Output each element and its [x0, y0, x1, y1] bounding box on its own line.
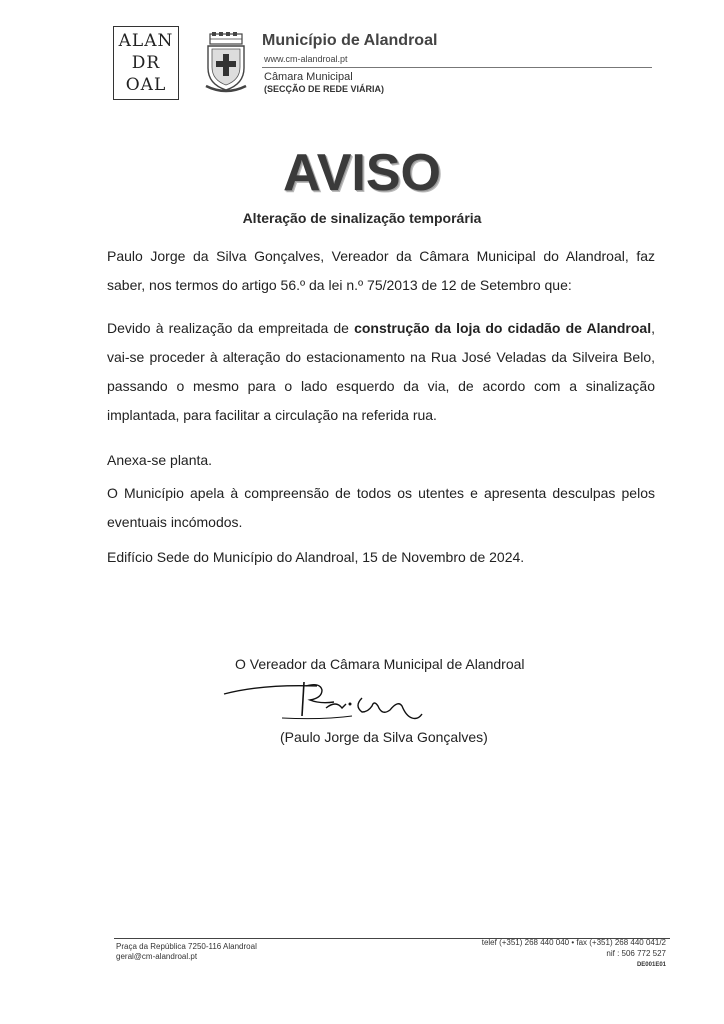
attachment-note: Anexa-se planta.: [107, 452, 213, 468]
main-paragraph: [107, 314, 655, 430]
main-paragraph-start: Devido à realização da empreitada de: [107, 320, 355, 336]
header-divider: [262, 67, 652, 68]
logo-line: OAL: [125, 75, 167, 95]
project-name: construção da loja do cidadão de Alandroal: [354, 320, 652, 336]
intro-line-2: saber, nos termos do artigo 56.º da lei n.º 75/2013 de 12 de Setembro que:: [107, 277, 572, 293]
municipality-logo: [113, 26, 179, 100]
footer-email-link[interactable]: geral@cm-alandroal.pt: [116, 952, 198, 961]
section-name: (SECÇÃO DE REDE VIÁRIA): [264, 84, 385, 94]
date-place-line: Edifício Sede do Município do Alandroal, 15 de Novembro de 2024.: [107, 549, 525, 565]
footer-phones: telef (+351) 268 440 040 • fax (+351) 268 440 041/2: [481, 938, 666, 947]
page-title: AVISO: [283, 144, 441, 202]
signatory-name: (Paulo Jorge da Silva Gonçalves): [280, 729, 488, 745]
footer-address: Praça da República 7250-116 Alandroal: [116, 942, 257, 951]
document-code: DE001E01: [636, 962, 666, 968]
notice-subtitle: Alteração de sinalização temporária: [242, 210, 482, 226]
apology-paragraph: O Município apela à compreensão de todos os utentes e apresenta desculpas pelos eventuais incómodos.: [107, 485, 655, 530]
signatory-role: O Vereador da Câmara Municipal de Alandroal: [235, 656, 525, 672]
coat-of-arms-icon: [200, 32, 252, 96]
handwritten-signature-icon: [222, 676, 442, 728]
intro-line-1: Paulo Jorge da Silva Gonçalves, Vereador da Câmara Municipal do Alandroal, faz: [107, 248, 655, 264]
footer-nif: nif : 506 772 527: [606, 949, 666, 958]
main-paragraph-end: , vai-se proceder à alteração do estacionamento na Rua José Veladas da Silveira Belo, passando o mesmo para o lado esquerdo da via, de acordo com a sinalização implantada, para facilitar a circulação na referida rua.: [107, 320, 655, 423]
logo-line: ALAN: [118, 31, 174, 51]
intro-paragraph: [107, 242, 655, 300]
organization-name: Município de Alandroal: [262, 32, 438, 49]
website-link[interactable]: www.cm-alandroal.pt: [264, 54, 348, 64]
department-name: Câmara Municipal: [264, 71, 353, 83]
logo-line: DR: [131, 53, 161, 73]
